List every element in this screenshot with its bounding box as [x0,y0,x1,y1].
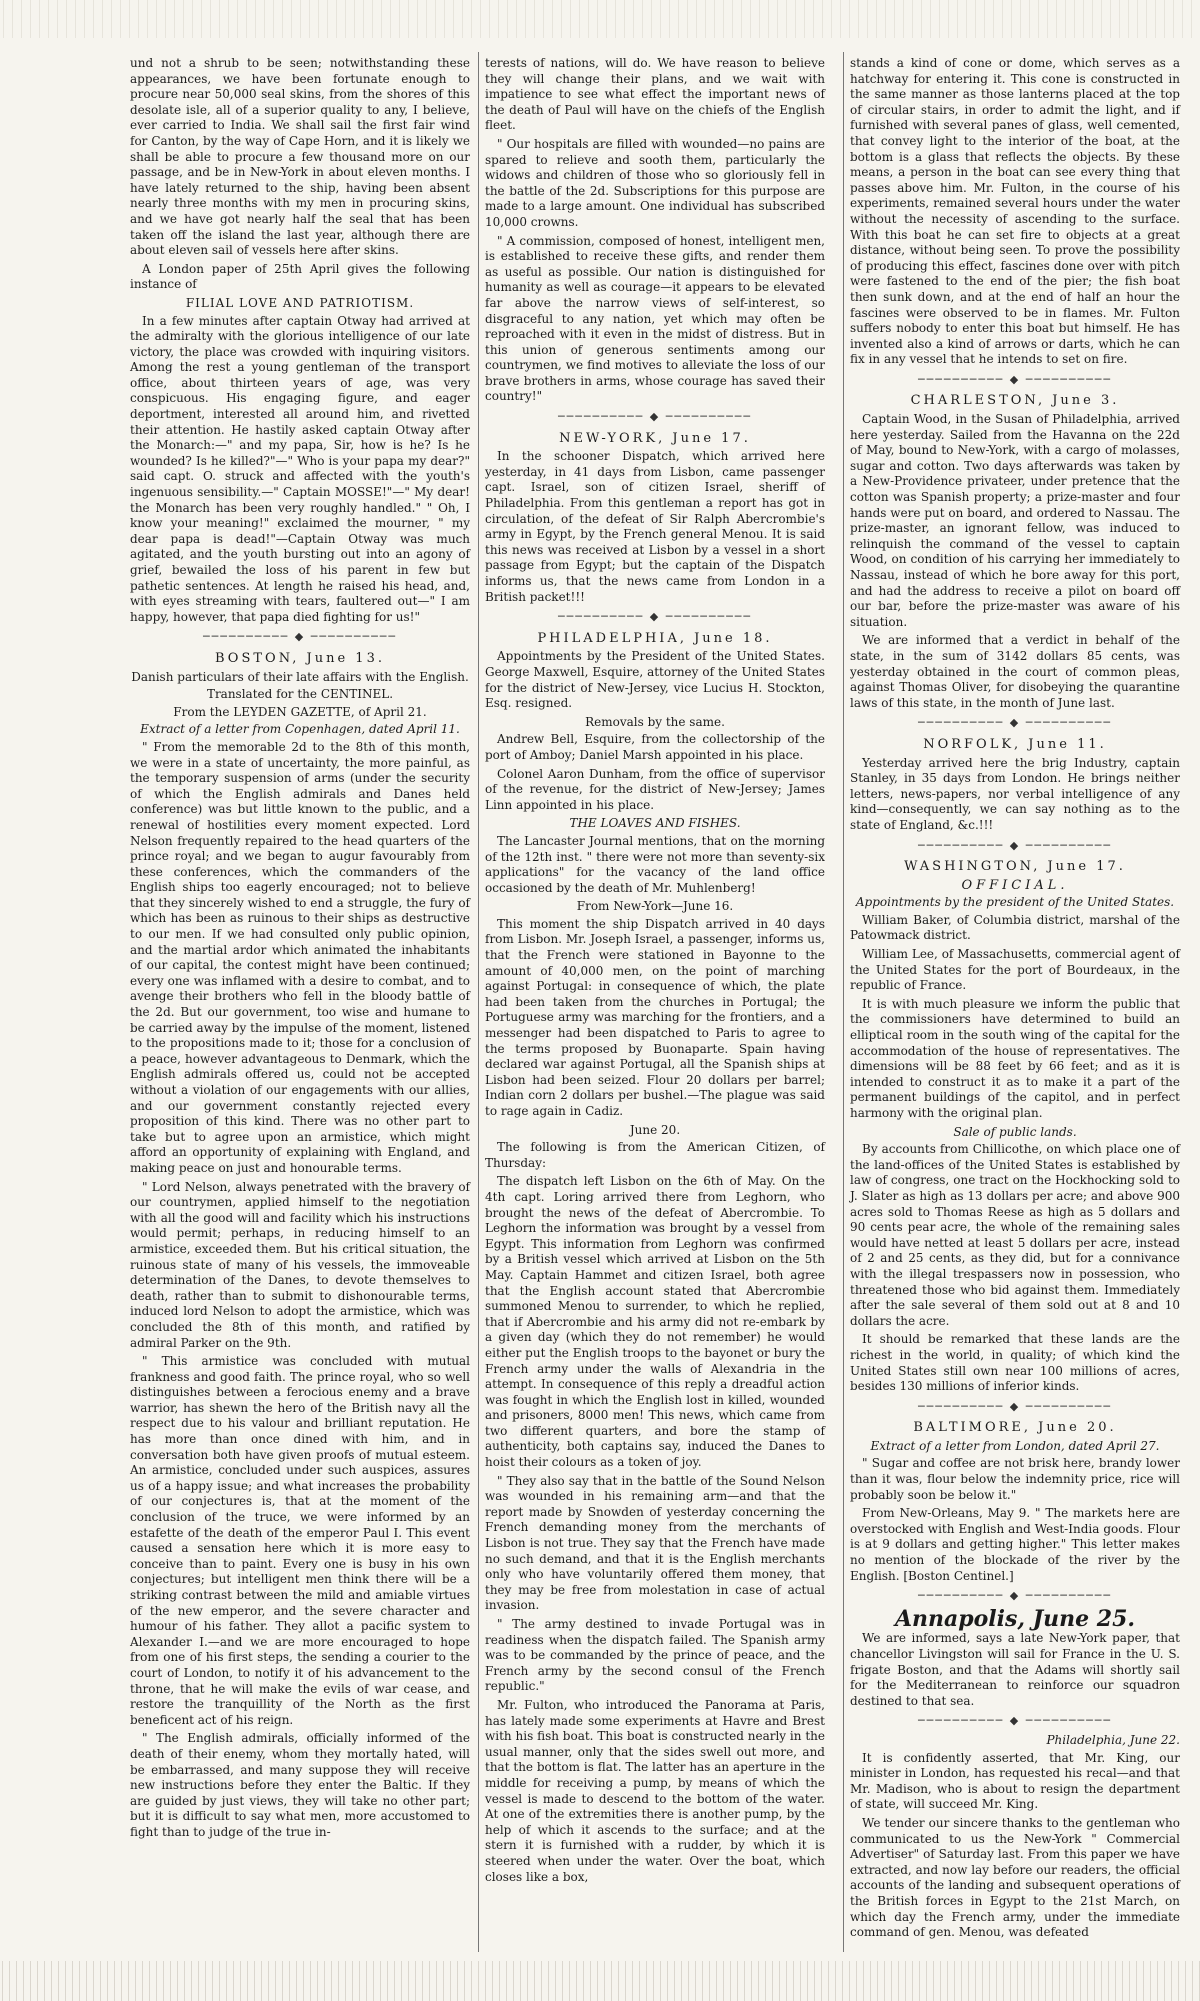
paragraph: " The English admirals, officially informed of the death of their enemy, whom they mortally hated, will be embarrassed, and many suppose they will receive new instructions before they enter the Baltic. If they are guided by just views, they will take no other part; but it is difficult to say what men, more accustomed to fight than to judge of the true in- [130,1731,470,1839]
paragraph: " From the memorable 2d to the 8th of this month, we were in a state of uncertainty, the more painful, as the temporary suspension of arms (under the security of which the English admirals and Danes held conference) was but little known to the public, and a renewal of hostilities every moment expected. Lord Nelson frequently repaired to the head quarters of the prince royal; and we began to augur favourably from these conferences, which the commanders of the English ships too eagerly encouraged; not to believe that they sincerely wished to end a struggle, the fury of which has been as ruinous to their ships as destructive to our men. If we had consulted only public opinion, and the martial ardor which animated the inhabitants of our capital, the contest might have been continued; every one was inflamed with a desire to combat, and to avenge their brothers who fell in the bloody battle of the 2d. But our government, too wise and humane to be carried away by the impulse of the moment, listened to the propositions made to it; those for a conclusion of a peace, however advantageous to Denmark, which the English admirals offered us, could not be accepted without a violation of our engagements with our allies, and our government constantly rejected every proposition of this kind. There was no other part to take but to agree upon an armistice, which might afford an opportunity of explaining with England, and making peace on just and honourable terms. [130,739,470,1175]
paragraph: William Lee, of Massachusetts, commercial agent of the United States for the port of Bourdeaux, in the republic of France. [850,947,1180,993]
ornament-divider: ────────── ◆ ────────── [850,1399,1180,1415]
dateline-philadelphia-june-22: Philadelphia, June 22. [1046,1732,1180,1747]
paragraph: Andrew Bell, Esquire, from the collectorship of the port of Amboy; Daniel Marsh appointed in his place. [485,732,825,762]
paragraph: Colonel Aaron Dunham, from the office of supervisor of the revenue, for the district of New-Jersey; James Linn appointed in his place. [485,766,825,812]
official-heading: OFFICIAL. [961,877,1069,893]
paragraph: und not a shrub to be seen; notwithstanding these appearances, we have been fortunate enough to procure near 50,000 seal skins, from the shores of this desolate isle, all of a superior quality to any, I believe, ever carried to India. We shall sail the first fair wind for Canton, by the way of Cape Horn, and it is likely we shall be able to procure a few thousand more on our passage, and be in New-York in about eleven months. I have lately returned to the ship, having been absent nearly three months with my men in procuring skins, and we have got nearly half the seal that has been taken off the island the last year, although there are about eleven sail of vessels here after skins. [130,56,470,258]
subheading: THE LOAVES AND FISHES. [569,816,741,831]
subheading: June 20. [629,1122,681,1137]
column-rule-1 [478,52,479,1952]
paragraph: " The army destined to invade Portugal was in readiness when the dispatch failed. The Spanish army was to be commanded by the prince of peace, and the French army by the second consul of the French republic." [485,1617,825,1694]
paragraph: Yesterday arrived here the brig Industry, captain Stanley, in 35 days from London. He brings neither letters, news-papers, nor verbal intelligence of any kind—consequently, we can say nothing as to the state of England, &c.!!! [850,755,1180,832]
ornament-divider: ────────── ◆ ────────── [850,838,1180,854]
ornament-divider: ────────── ◆ ────────── [850,1713,1180,1729]
paragraph: " Lord Nelson, always penetrated with the bravery of our countrymen, applied himself to the negotiation with all the good will and facility which his instructions would permit; perhaps, in reducing himself to an armistice, exceeded them. But his critical situation, the ruinous state of many of his vessels, the immoveable determination of the Danes, to devote themselves to death, rather than to submit to dishonourable terms, induced lord Nelson to adopt the armistice, which was concluded the 8th of this month, and ratified by admiral Parker on the 9th. [130,1179,470,1350]
paragraph: By accounts from Chillicothe, on which place one of the land-offices of the United States is established by law of congress, one tract on the Hockhocking sold to J. Slater as high as 13 dollars per acre; and above 900 acres sold to Thomas Reese as high as 5 dollars and 90 cents pear acre, the whole of the remaining sales would have netted at least 5 dollars per acre, instead of 2 and 25 cents, as they did, but for a connivance with the illegal trespassers now in possession, who threatened those who bid against them. Immediately after the sale several of them sold out at 8 and 10 dollars the acre. [850,1142,1180,1328]
page-bottom-edge [0,1961,1200,2001]
dateline-philadelphia: PHILADELPHIA, June 18. [537,630,773,646]
paragraph: From New-Orleans, May 9. " The markets here are overstocked with English and West-India goods. Flour is at 9 dollars and getting higher." This letter makes no mention of the blockade of the river by the English. [Boston Centinel.] [850,1506,1180,1583]
paragraph: The dispatch left Lisbon on the 6th of May. On the 4th capt. Loring arrived there from Leghorn, who brought the news of the defeat of Abercrombie. To Leghorn the information was brought by a vessel from Egypt. This information from Leghorn was confirmed by a British vessel which arrived at Lisbon on the 5th May. Captain Hammet and citizen Israel, both agree that the English account stated that Abercrombie summoned Menou to surrender, to which he replied, that if Abercrombie and his army did not re-embark by a given day (which they do not remember) he would either put the English troops to the bayonet or bury the French army under the walls of Alexandria in the attempt. In consequence of this reply a dreadful action was fought in which the English lost in killed, wounded and prisoners, 8000 men! This news, which came from two different quarters, and bore the stamp of authenticity, both captains say, induced the Danes to hoist their colours as a token of joy. [485,1174,825,1470]
dateline-boston: BOSTON, June 13. [215,650,385,666]
paragraph: terests of nations, will do. We have reason to believe they will change their plans, and we wait with impatience to see what effect the important news of the death of Paul will have on the chiefs of the English fleet. [485,56,825,133]
paragraph: The Lancaster Journal mentions, that on the morning of the 12th inst. " there were not more than seventy-six applications" for the vacancy of the land office occasioned by the death of Mr. Muhlenberg! [485,833,825,895]
paragraph: We tender our sincere thanks to the gentleman who communicated to us the New-York " Commercial Advertiser" of Saturday last. From this paper we have extracted, and now lay before our readers, the official accounts of the landing and subsequent operations of the British forces in Egypt to the 21st March, on which day the French army, under the immediate command of gen. Menou, was defeated [850,1815,1180,1940]
column-rule-2 [843,52,844,1952]
subheading: Removals by the same. [585,714,725,729]
paragraph: " They also say that in the battle of the Sound Nelson was wounded in his remaining arm—and that the report made by Snowden of yesterday concerning the French demanding money from the merchants of Lisbon is not true. They say that the French have made no such demand, and that it is the English merchants only who have voluntarily offered them money, that they may be free from molestation in case of actual invasion. [485,1473,825,1613]
ornament-divider: ────────── ◆ ────────── [850,372,1180,388]
dateline-charleston: CHARLESTON, June 3. [910,393,1120,409]
column-3 [850,56,1180,1944]
paragraph: It is with much pleasure we inform the public that the commissioners have determined to build an elliptical room in the south wing of the capital for the accommodation of the house of representatives. The dimensions will be 88 feet by 66 feet; and as it is intended to construct it as to make it a part of the permanent buildings of the capitol, and in perfect harmony with the original plan. [850,996,1180,1120]
page-top-edge [0,0,1200,38]
ornament-divider: ────────── ◆ ────────── [850,715,1180,731]
paragraph: William Baker, of Columbia district, marshal of the Patowmack district. [850,912,1180,943]
dateline-washington: WASHINGTON, June 17. [904,859,1126,875]
paragraph: " This armistice was concluded with mutual frankness and good faith. The prince royal, who so well distinguishes between a ferocious enemy and a brave warrior, has shewn the hero of the British navy all the respect due to his valour and brilliant reputation. He has more than once dined with him, and in conversation both have given proofs of mutual esteem. An armistice, concluded under such auspices, assures us of a happy issue; and what increases the probability of our conjectures is, that at the moment of the conclusion of the truce, we were informed by an estafette of the death of the emperor Paul I. This event caused a sensation here which it is more easy to conceive than to paint. Every one is busy in his own conjectures; but intelligent men think there will be a striking contrast between the mild and amiable virtues of the new emperor, and the severe character and humour of his father. They allot a pacific system to Alexander I.—and we are more encouraged to hope from one of his first steps, the sending a courier to the court of London, to notify it of his advancement to the throne, that he will make the evils of war cease, and restore the tranquillity of the North as the first beneficent act of his reign. [130,1354,470,1727]
subheading: Translated for the CENTINEL. [206,687,394,702]
ornament-divider: ────────── ◆ ────────── [485,409,825,425]
column-2 [485,56,825,1888]
column-1 [130,56,470,1844]
paragraph: This moment the ship Dispatch arrived in 40 days from Lisbon. Mr. Joseph Israel, a passenger, informs us, that the French were stationed in Bayonne to the amount of 40,000 men, on the point of marching against Portugal: in consequence of which, the plate had been taken from the churches in Portugal; the Portuguese army was marching for the frontiers, and a messenger had been dispatched to Paris to agree to the terms proposed by Buonaparte. Spain having declared war against Portugal, all the Spanish ships at Lisbon had been seized. Flour 20 dollars per barrel; Indian corn 2 dollars per bushel.—The plague was said to rage again in Cadiz. [485,916,825,1118]
subheading: Extract of a letter from London, dated April 27. [870,1438,1160,1453]
ornament-divider: ────────── ◆ ────────── [485,609,825,625]
paragraph: " Sugar and coffee are not brisk here, brandy lower than it was, flour below the indemnity price, rice will probably soon be below it." [850,1456,1180,1502]
subheading: Danish particulars of their late affairs with the English. [131,669,469,684]
dateline-new-york: NEW-YORK, June 17. [559,430,751,446]
subheading: Sale of public lands. [953,1124,1077,1139]
paragraph: It is confidently asserted, that Mr. King, our minister in London, has requested his recal—and that Mr. Madison, who is about to resign the department of state, will succeed Mr. King. [850,1750,1180,1812]
paragraph: It should be remarked that these lands are the richest in the world, in quality; of which kind the United States still own near 100 millions of acres, besides 130 millions of inferior kinds. [850,1332,1180,1394]
subheading: Extract of a letter from Copenhagen, dated April 11. [140,722,460,737]
section-heading: FILIAL LOVE AND PATRIOTISM. [185,295,415,310]
annapolis-heading: Annapolis, June 25. [894,1605,1136,1632]
subheading: From New-York—June 16. [576,899,734,914]
paragraph: stands a kind of cone or dome, which serves as a hatchway for entering it. This cone is constructed in the same manner as those lanterns placed at the top of circular stairs, in order to admit the light, and if furnished with several panes of glass, well cemented, that convey light to the interior of the boat, at the bottom is a glass that reflects the objects. By these means, a person in the boat can see every thing that passes above him. Mr. Fulton, in the course of his experiments, remained several hours under the water without the necessity of ascending to the surface. With this boat he can set fire to objects at a great distance, without being seen. To prove the possibility of producing this effect, fascines done over with pitch were fastened to the end of the pier; the fish boat then sunk down, and at the end of half an hour the fascines were observed to be in flames. Mr. Fulton suffers nobody to enter this boat but himself. He has invented also a kind of arrows or darts, which he can fix in any vessel that he intends to set on fire. [850,56,1180,367]
paragraph: " A commission, composed of honest, intelligent men, is established to receive these gifts, and render them as useful as possible. Our nation is distinguished for humanity as well as courage—it appears to be elevated far above the narrow views of self-interest, so disgraceful to any nation, yet which may often be reproached with it even in the midst of distress. But in this union of generous sentiments among our countrymen, we find motives to alleviate the loss of our brave brothers in arms, whose courage has saved their country!" [485,233,825,404]
paragraph: In a few minutes after captain Otway had arrived at the admiralty with the glorious intelligence of our late victory, the place was crowded with inquiring visitors. Among the rest a young gentleman of the transport office, about thirteen years of age, was very conspicuous. His engaging figure, and eager deportment, interested all around him, and rivetted their attention. He hastily asked captain Otway after the Monarch:—" and my papa, Sir, how is he? Is he wounded? Is he killed?"—" Who is your papa my dear?" said capt. O. struck and affected with the youth's ingenuous sensibility.—" Captain MOSSE!"—" My dear! the Monarch has been very roughly handled." " Oh, I know your meaning!" exclaimed the mourner, " my dear papa is dead!"—Captain Otway was much agitated, and the youth bursting out into an agony of grief, bewailed the loss of his parent in few but pathetic sentences. At length he raised his head, and, with eyes streaming with tears, faultered out—" I am happy, however, that papa died fighting for us!" [130,313,470,624]
paragraph: Captain Wood, in the Susan of Philadelphia, arrived here yesterday. Sailed from the Havanna on the 22d of May, bound to New-York, with a cargo of molasses, sugar and cotton. Two days afterwards was taken by a New-Providence privateer, under pretence that the cotton was Spanish property; a prize-master and four hands were put on board, and ordered to Nassau. The prize-master, an ignorant fellow, was induced to relinquish the command of the vessel to captain Wood, on condition of his carrying her immediately to Nassau, instead of which he bore away for this port, and had the address to receive a pilot on board off our bar, before the prize-master was aware of his situation. [850,412,1180,629]
paragraph: Appointments by the President of the United States. George Maxwell, Esquire, attorney of the United States for the district of New-Jersey, vice Lucius H. Stockton, Esq. resigned. [485,649,825,711]
ornament-divider: ────────── ◆ ────────── [130,629,470,645]
paragraph: We are informed that a verdict in behalf of the state, in the sum of 3142 dollars 85 cents, was yesterday obtained in the court of common pleas, against Thomas Oliver, for disobeying the quarantine laws of this state, in the month of June last. [850,633,1180,710]
subheading: From the LEYDEN GAZETTE, of April 21. [173,704,427,719]
dateline-baltimore: BALTIMORE, June 20. [913,1420,1117,1436]
paragraph: The following is from the American Citizen, of Thursday: [485,1140,825,1170]
paragraph: We are informed, says a late New-York paper, that chancellor Livingston will sail for France in the U. S. frigate Boston, and that the Adams will shortly sail for the Mediterranean to reinforce our squadron destined to that sea. [850,1631,1180,1708]
ornament-divider: ────────── ◆ ────────── [850,1588,1180,1604]
dateline-norfolk: NORFOLK, June 11. [923,736,1107,752]
paragraph: " Our hospitals are filled with wounded—no pains are spared to relieve and sooth them, particularly the widows and children of those who so gloriously fell in the battle of the 2d. Subscriptions for this purpose are made to a large amount. One individual has subscribed 10,000 crowns. [485,136,825,229]
subheading: Appointments by the president of the United States. [855,895,1175,910]
paragraph: A London paper of 25th April gives the following instance of [130,261,470,292]
paragraph: Mr. Fulton, who introduced the Panorama at Paris, has lately made some experiments at Havre and Brest with his fish boat. This boat is constructed nearly in the usual manner, only that the sides swell out more, and that the bottom is flat. The latter has an aperture in the middle for receiving a pump, by means of which the vessel is made to descend to the bottom of the water. At one of the extremities there is another pump, by the help of which it ascends to the surface; and at the stern it is furnished with a rudder, by which it is steered when under the water. Over the boat, which closes like a box, [485,1697,825,1884]
paragraph: In the schooner Dispatch, which arrived here yesterday, in 41 days from Lisbon, came passenger capt. Israel, son of citizen Israel, sheriff of Philadelphia. From this gentleman a report has got in circulation, of the defeat of Sir Ralph Abercrombie's army in Egypt, by the French general Menou. It is said this news was received at Lisbon by a vessel in a short passage from Egypt; but the captain of the Dispatch informs us, that the news came from London in a British packet!!! [485,449,825,604]
